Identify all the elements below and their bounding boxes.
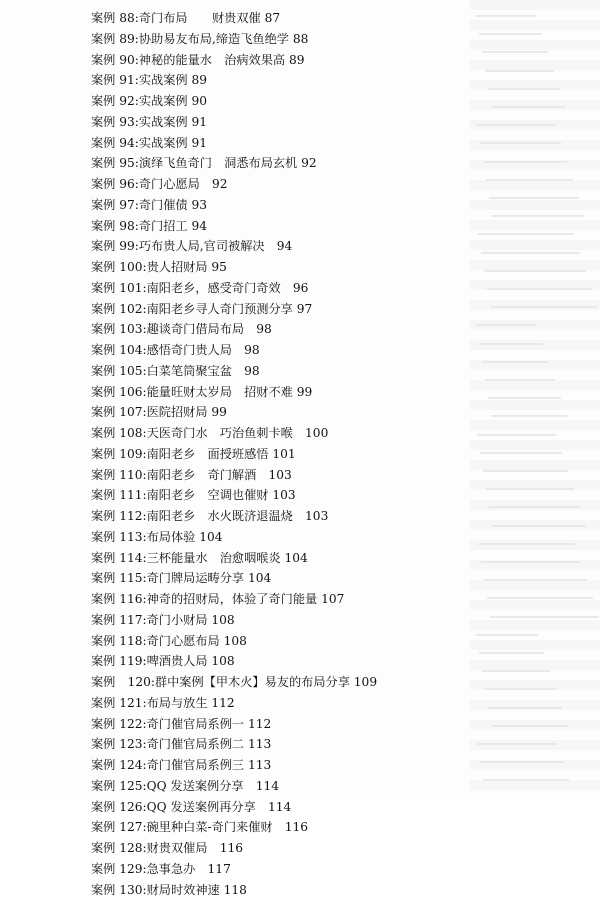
toc-entry: 案例 106:能量旺财太岁局 招财不难 99 [91, 382, 471, 403]
bleed-through-line [490, 306, 598, 308]
bleed-through-line [479, 652, 544, 654]
toc-entry: 案例 97:奇门催债 93 [91, 195, 471, 216]
toc-entry: 案例 121:布局与放生 112 [91, 693, 471, 714]
bleed-through-line [477, 124, 555, 126]
bleed-through-line [492, 525, 586, 527]
bleed-through-column [470, 0, 600, 800]
toc-entry: 案例 124:奇门催官局系例三 113 [91, 755, 471, 776]
toc-entry: 案例 90:神秘的能量水 治病效果高 89 [91, 50, 471, 71]
bleed-through-line [492, 215, 585, 217]
toc-entry: 案例 96:奇门心愿局 92 [91, 174, 471, 195]
bleed-through-line [484, 579, 587, 581]
bleed-through-line [483, 161, 567, 163]
bleed-through-line [476, 634, 538, 636]
toc-entry: 案例 91:实战案例 89 [91, 70, 471, 91]
bleed-through-line [483, 779, 569, 781]
bleed-through-line [482, 670, 550, 672]
toc-entry: 案例 108:天医奇门水 巧治鱼刺卡喉 100 [91, 423, 471, 444]
bleed-through-line [488, 397, 561, 399]
toc-entry: 案例 126:QQ 发送案例再分享 114 [91, 797, 471, 818]
toc-entry: 案例 119:啤酒贵人局 108 [91, 651, 471, 672]
bleed-through-line [486, 488, 574, 490]
bleed-through-line [479, 33, 542, 35]
bleed-through-line [481, 252, 580, 254]
bleed-through-line [477, 434, 556, 436]
toc-entry: 案例 123:奇门催官局系例二 113 [91, 734, 471, 755]
toc-entry: 案例 120:群中案例【甲木火】易友的布局分享 109 [91, 672, 471, 693]
toc-entry: 案例 99:巧布贵人局,官司被解决 94 [91, 236, 471, 257]
bleed-through-line [485, 688, 556, 690]
bleed-through-line [491, 725, 568, 727]
bleed-through-line [491, 106, 566, 108]
bleed-through-line [476, 15, 536, 17]
bleed-through-line [477, 743, 557, 745]
toc-entry: 案例 111:南阳老乡 空调也催财 103 [91, 485, 471, 506]
bleed-through-line [480, 142, 561, 144]
bleed-through-line [476, 324, 537, 326]
bleed-through-line [478, 233, 574, 235]
toc-entry: 案例 127:碗里种白菜-奇门来催财 116 [91, 817, 471, 838]
bleed-through-line [478, 543, 575, 545]
toc-entry: 案例 102:南阳老乡寻人奇门预测分享 97 [91, 299, 471, 320]
toc-entry: 案例 116:神奇的招财局，体验了奇门能量 107 [91, 589, 471, 610]
bleed-through-line [490, 616, 599, 618]
toc-entry: 案例 107:医院招财局 99 [91, 402, 471, 423]
bleed-through-line [485, 70, 554, 72]
toc-entry: 案例 114:三杯能量水 治愈咽喉炎 104 [91, 548, 471, 569]
bleed-through-line [482, 51, 548, 53]
table-of-contents [91, 8, 471, 900]
bleed-through-line [488, 707, 562, 709]
bleed-through-line [481, 561, 581, 563]
toc-entry: 案例 95:演绎飞鱼奇门 洞悉布局玄机 92 [91, 153, 471, 174]
toc-entry: 案例 89:协助易友布局,缔造飞鱼绝学 88 [91, 29, 471, 50]
toc-entry: 案例 125:QQ 发送案例分享 114 [91, 776, 471, 797]
toc-entry: 案例 100:贵人招财局 95 [91, 257, 471, 278]
toc-entry: 案例 115:奇门牌局运畴分享 104 [91, 568, 471, 589]
bleed-through-line [480, 452, 562, 454]
toc-entry: 案例 128:财贵双催局 116 [91, 838, 471, 859]
toc-entry: 案例 112:南阳老乡 水火既济退温烧 103 [91, 506, 471, 527]
toc-entry: 案例 113:布局体验 104 [91, 527, 471, 548]
toc-entry: 案例 93:实战案例 91 [91, 112, 471, 133]
toc-entry: 案例 130:财局时效神速 118 [91, 880, 471, 900]
toc-entry: 案例 101:南阳老乡，感受奇门奇效 96 [91, 278, 471, 299]
bleed-through-line [480, 761, 563, 763]
bleed-through-line [479, 343, 543, 345]
bleed-through-line [489, 506, 580, 508]
bleed-through-line [482, 361, 549, 363]
bleed-through-line [488, 88, 560, 90]
bleed-through-line [483, 470, 568, 472]
bleed-through-line [491, 415, 567, 417]
toc-entry: 案例 129:急事急办 117 [91, 859, 471, 880]
toc-entry: 案例 92:实战案例 90 [91, 91, 471, 112]
bleed-through-line [487, 288, 592, 290]
toc-entry: 案例 122:奇门催官局系例一 112 [91, 714, 471, 735]
toc-entry: 案例 110:南阳老乡 奇门解酒 103 [91, 465, 471, 486]
toc-entry: 案例 94:实战案例 91 [91, 133, 471, 154]
toc-entry: 案例 104:感悟奇门贵人局 98 [91, 340, 471, 361]
bleed-through-line [487, 597, 593, 599]
toc-entry: 案例 109:南阳老乡 面授班感悟 101 [91, 444, 471, 465]
toc-entry: 案例 88:奇门布局 财贵双催 87 [91, 8, 471, 29]
bleed-through-line [489, 197, 579, 199]
toc-entry: 案例 117:奇门小财局 108 [91, 610, 471, 631]
toc-entry: 案例 98:奇门招工 94 [91, 216, 471, 237]
toc-entry: 案例 118:奇门心愿布局 108 [91, 631, 471, 652]
bleed-through-texture [470, 0, 600, 800]
bleed-through-line [485, 379, 555, 381]
bleed-through-line [484, 270, 586, 272]
bleed-through-line [486, 179, 573, 181]
toc-entry: 案例 105:白菜笔筒聚宝盆 98 [91, 361, 471, 382]
toc-entry: 案例 103:趣谈奇门借局布局 98 [91, 319, 471, 340]
